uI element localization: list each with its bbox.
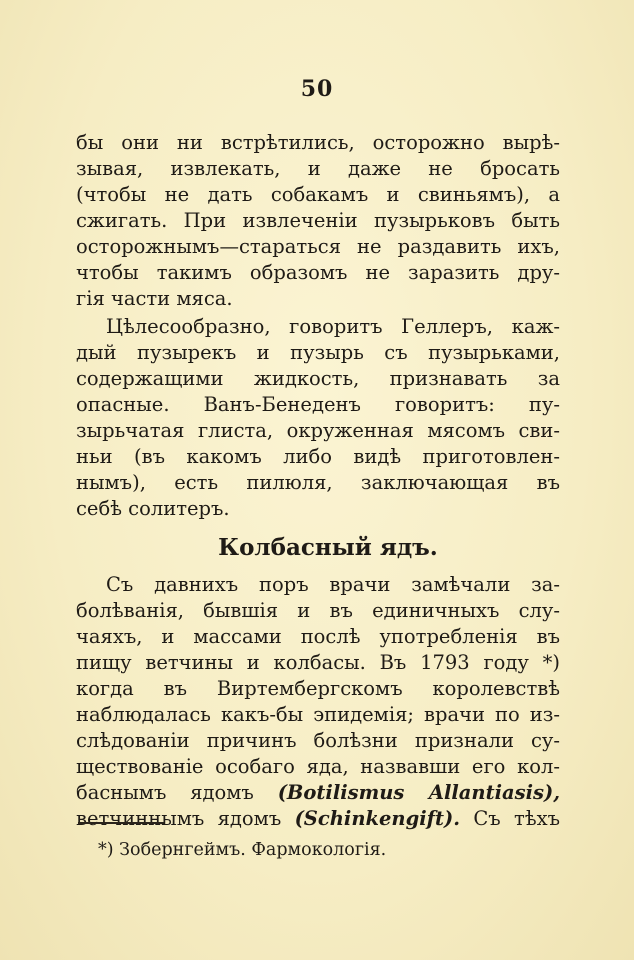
- text-line: зывая, извлекать, и даже не бросать: [76, 157, 560, 180]
- text-line: чтобы такимъ образомъ не заразить дру-: [76, 261, 560, 284]
- text-line: ньи (въ какомъ либо видѣ приготовлен-: [76, 445, 560, 468]
- text-fragment: ветчиннымъ ядомъ: [76, 807, 282, 830]
- paragraph-2: [76, 314, 560, 522]
- section-heading: Колбасный ядъ.: [218, 534, 438, 561]
- text-line: Съ давнихъ поръ врачи замѣчали за-: [106, 573, 560, 596]
- paragraph-1: [76, 130, 560, 312]
- text-line: слѣдованіи причинъ болѣзни признали су-: [76, 729, 560, 752]
- text-line: ществованіе особаго яда, назвавши его кол-: [76, 755, 560, 778]
- text-line: чаяхъ, и массами послѣ употребленія въ: [76, 625, 560, 648]
- text-line: наблюдалась какъ-бы эпидемія; врачи по из-: [76, 703, 560, 726]
- text-line: когда въ Виртембергскомъ королевствѣ: [76, 677, 560, 700]
- text-line: гія части мяса.: [76, 287, 233, 310]
- text-line: себѣ солитеръ.: [76, 497, 230, 520]
- text-line-with-latin: [76, 806, 560, 832]
- text-line: зырьчатая глиста, окруженная мясомъ сви-: [76, 419, 560, 442]
- latin-term: (Botilismus Allantiasis),: [277, 781, 561, 804]
- text-fragment: баснымъ ядомъ: [76, 781, 254, 804]
- text-line: нымъ), есть пилюля, заключающая въ: [76, 471, 560, 494]
- text-line: осторожнымъ—стараться не раздавить ихъ,: [76, 235, 560, 258]
- text-fragment: Съ тѣхъ: [473, 807, 560, 830]
- latin-term: (Schinkengift).: [294, 807, 461, 830]
- text-line: содержащими жидкость, признавать за: [76, 367, 560, 390]
- text-line: дый пузырекъ и пузырь съ пузырьками,: [76, 341, 560, 364]
- footnote: *) Зобернгеймъ. Фармокологія.: [98, 840, 387, 860]
- text-line: сжигать. При извлеченіи пузырьковъ быть: [76, 209, 560, 232]
- text-line: опасные. Ванъ-Бенеденъ говоритъ: пу-: [76, 393, 560, 416]
- page-body: [76, 130, 560, 832]
- footnote-rule: [78, 822, 164, 824]
- text-line: болѣванія, бывшія и въ единичныхъ слу-: [76, 599, 560, 622]
- text-line: (чтобы не дать собакамъ и свиньямъ), а: [76, 183, 560, 206]
- text-line: Цѣлесообразно, говоритъ Геллеръ, каж-: [106, 315, 560, 338]
- paragraph-3: [76, 572, 560, 832]
- text-line: пищу ветчины и колбасы. Въ 1793 году *): [76, 651, 560, 674]
- page-number: 50: [300, 76, 334, 102]
- text-line: бы они ни встрѣтились, осторожно вырѣ-: [76, 131, 560, 154]
- text-line-with-latin: [76, 780, 560, 806]
